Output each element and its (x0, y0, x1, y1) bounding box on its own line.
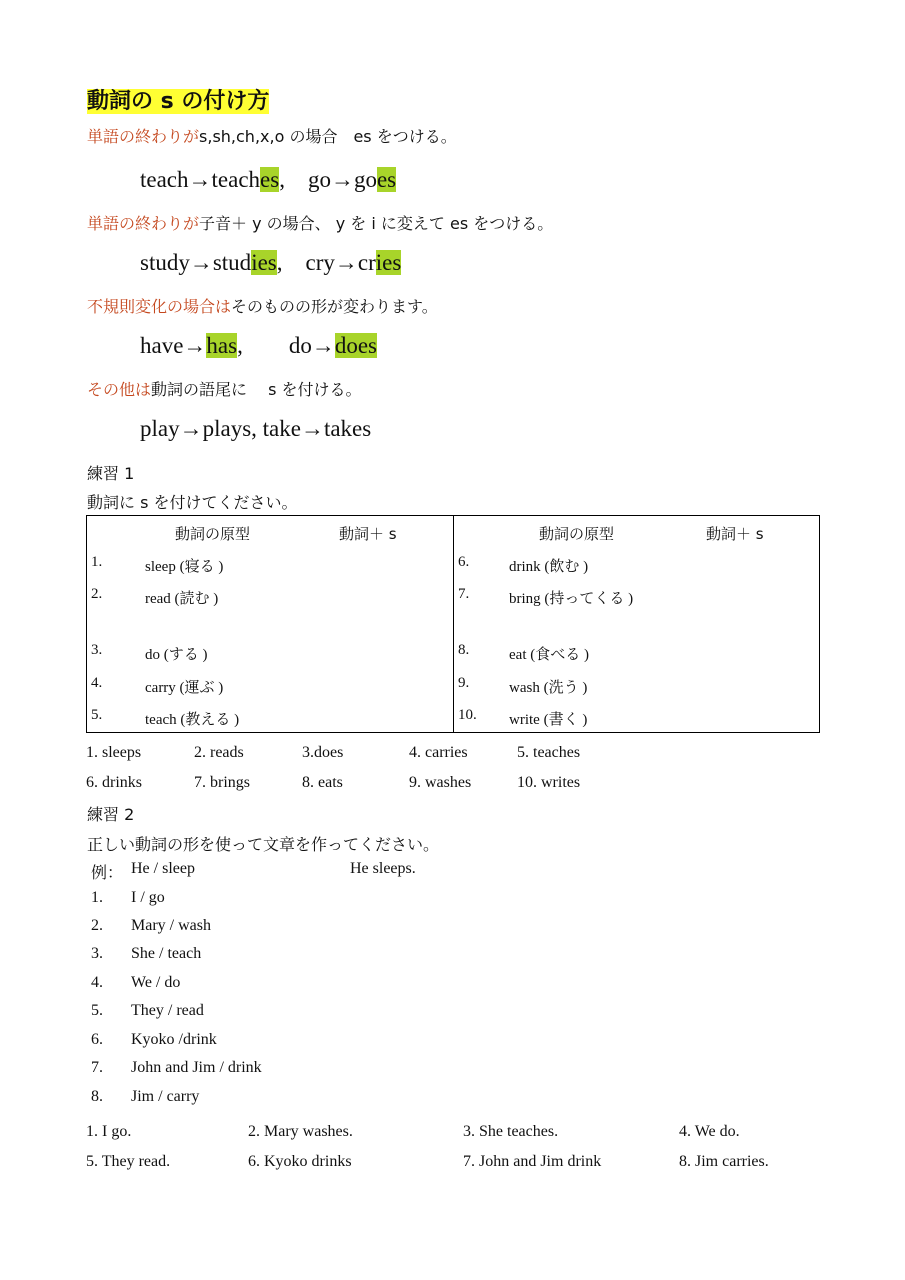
rule-3-text: そのものの形が変わります。 (231, 297, 438, 316)
item-number: 10. (458, 707, 477, 723)
list-item-number: 5. (91, 1002, 103, 1019)
answer-item: 4. We do. (679, 1123, 740, 1140)
item-number: 1. (91, 554, 103, 570)
header-s-form: 動詞＋ s (706, 525, 764, 543)
example-answer: He sleeps. (350, 860, 416, 877)
list-item: She / teach (131, 945, 202, 962)
answer-item: 6. Kyoko drinks (248, 1153, 352, 1170)
list-item: They / read (131, 1002, 204, 1019)
rule-4-text: 動詞の語尾に s を付ける。 (151, 380, 362, 399)
practice-1-table (86, 515, 820, 733)
practice-1-instruction: 動詞に s を付けてください。 (87, 493, 298, 512)
table-left-column (87, 516, 454, 733)
answer-item: 7. brings (194, 774, 250, 791)
item-verb: read (読む ) (145, 591, 219, 607)
example-2: study→studies, cry→cries (140, 250, 402, 275)
answer-item: 3.does (302, 744, 344, 761)
rule-1-condition: 単語の終わりが (87, 127, 200, 146)
item-verb: bring (持ってくる ) (509, 591, 634, 607)
answer-item: 5. teaches (517, 744, 581, 761)
rule-1-text: s,sh,ch,x,o の場合 es をつける。 (199, 127, 457, 146)
list-item: John and Jim / drink (131, 1059, 262, 1076)
answer-item: 2. reads (194, 744, 244, 761)
header-base-form: 動詞の原型 (175, 525, 251, 543)
item-number: 6. (458, 554, 470, 570)
rule-3 (87, 296, 438, 318)
item-verb: wash (洗う ) (509, 680, 588, 696)
item-number: 2. (91, 586, 103, 602)
item-number: 9. (458, 675, 470, 691)
header-s-form: 動詞＋ s (339, 525, 397, 543)
item-verb: sleep (寝る ) (145, 559, 224, 575)
list-item-number: 4. (91, 974, 103, 991)
list-item-number: 3. (91, 945, 103, 962)
item-verb: teach (教える ) (145, 712, 240, 728)
answer-item: 1. sleeps (86, 744, 142, 761)
practice-2-heading: 練習 2 (87, 805, 135, 824)
rule-4-condition: その他は (87, 380, 152, 399)
list-item-number: 2. (91, 917, 103, 934)
answer-item: 3. She teaches. (463, 1123, 559, 1140)
example-4: play→plays, take→takes (140, 416, 372, 441)
answer-item: 10. writes (517, 774, 581, 791)
rule-2 (87, 213, 553, 235)
answer-item: 6. drinks (86, 774, 142, 791)
item-verb: drink (飲む ) (509, 559, 589, 575)
item-number: 4. (91, 675, 103, 691)
item-number: 8. (458, 642, 470, 658)
item-number: 5. (91, 707, 103, 723)
example-1: teach→teaches, go→goes (140, 167, 397, 192)
answer-item: 7. John and Jim drink (463, 1153, 602, 1170)
item-verb: carry (運ぶ ) (145, 680, 224, 696)
rule-1 (87, 126, 457, 148)
list-item: I / go (131, 889, 165, 906)
example-3: have→has, do→does (140, 333, 378, 358)
list-item-number: 7. (91, 1059, 103, 1076)
answer-item: 1. I go. (86, 1123, 132, 1140)
list-item-number: 6. (91, 1031, 103, 1048)
rule-2-condition: 単語の終わりが (87, 214, 200, 233)
answer-item: 2. Mary washes. (248, 1123, 353, 1140)
item-number: 7. (458, 586, 470, 602)
item-verb: do (する ) (145, 647, 208, 663)
list-item: Mary / wash (131, 917, 211, 934)
rule-3-condition: 不規則変化の場合は (87, 297, 232, 316)
list-item-number: 1. (91, 889, 103, 906)
header-base-form: 動詞の原型 (539, 525, 615, 543)
list-item: Jim / carry (131, 1088, 200, 1105)
practice-1-heading: 練習 1 (87, 464, 135, 483)
example-label: 例： (91, 863, 124, 882)
answer-item: 9. washes (409, 774, 472, 791)
answer-item: 4. carries (409, 744, 468, 761)
item-verb: eat (食べる ) (509, 647, 589, 663)
list-item: We / do (131, 974, 181, 991)
practice-2-instruction: 正しい動詞の形を使って文章を作ってください。 (87, 835, 440, 854)
item-verb: write (書く ) (509, 712, 588, 728)
rule-4 (87, 379, 362, 401)
example-prompt: He / sleep (131, 860, 195, 877)
table-right-column (454, 516, 820, 733)
page-title: 動詞の s の付け方 (87, 89, 270, 114)
rule-2-text: 子音＋ y の場合、 y を i に変えて es をつける。 (199, 214, 554, 233)
list-item: Kyoko /drink (131, 1031, 217, 1048)
list-item-number: 8. (91, 1088, 103, 1105)
item-number: 3. (91, 642, 103, 658)
answer-item: 8. Jim carries. (679, 1153, 769, 1170)
answer-item: 8. eats (302, 774, 343, 791)
answer-item: 5. They read. (86, 1153, 171, 1170)
